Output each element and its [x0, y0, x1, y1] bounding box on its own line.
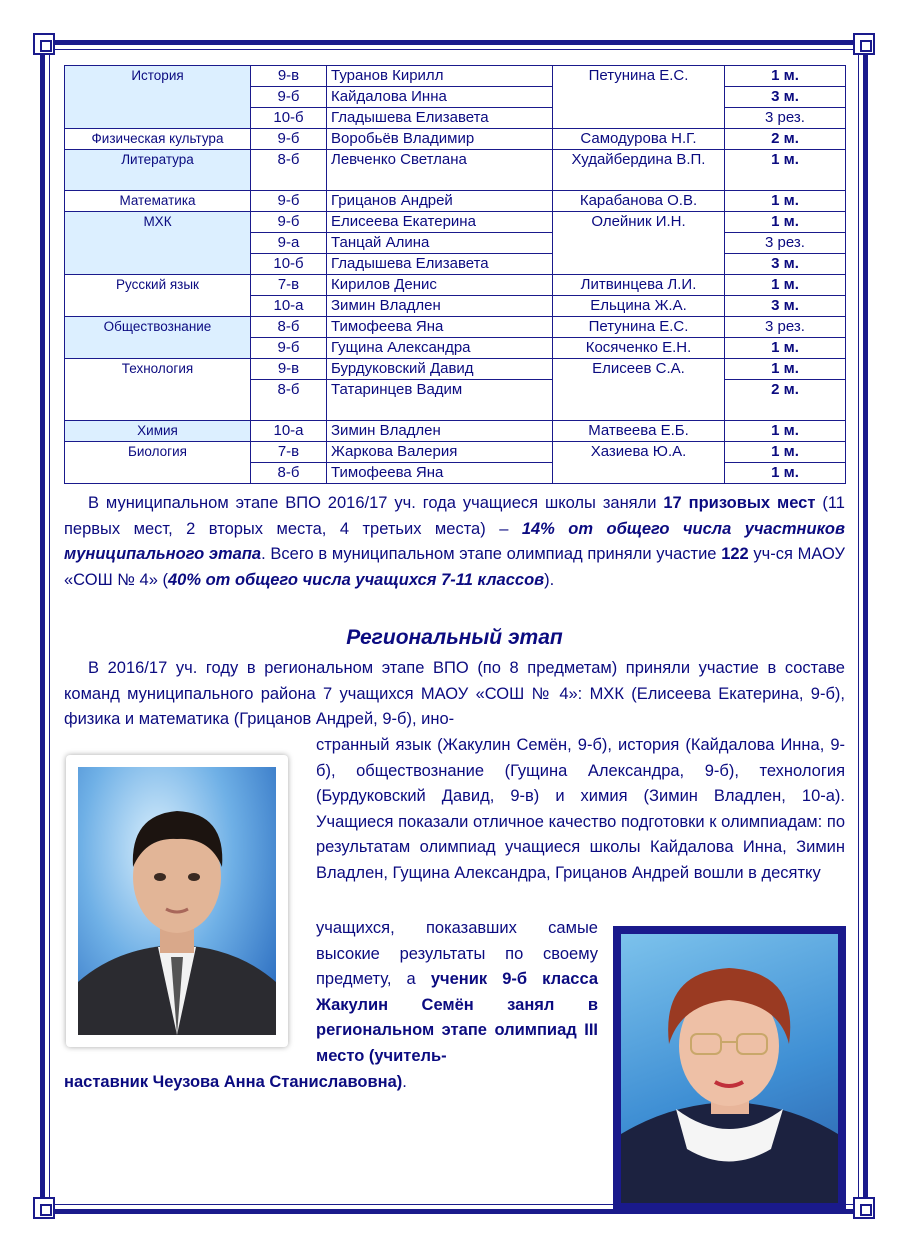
summary-text: (11 первых мест, 2 вторых места, 4 третьих места) – — [64, 494, 845, 538]
section-heading: Региональный этап — [346, 626, 563, 649]
frame-corner-ornament — [33, 1197, 55, 1219]
table-row — [65, 359, 846, 380]
class-cell: 9-а — [251, 233, 327, 254]
student-cell: Гладышева Елизавета — [327, 108, 553, 129]
student-cell: Гущина Александра — [327, 338, 553, 359]
teacher-cell: Ельцина Ж.А. — [553, 296, 725, 317]
result-cell: 1 м. — [725, 359, 846, 380]
regional-intro — [64, 656, 845, 733]
teacher-cell: Олейник И.Н. — [553, 212, 725, 275]
teacher-portrait-icon — [621, 934, 838, 1203]
summary-text: ). — [544, 570, 555, 589]
result-cell: 1 м. — [725, 442, 846, 463]
table-row — [65, 212, 846, 233]
summary-text: уч-ся МАОУ «СОШ № 4» ( — [64, 545, 845, 589]
subject-cell: Химия — [65, 421, 251, 442]
table-row — [65, 129, 846, 150]
class-cell: 9-б — [251, 338, 327, 359]
subject-cell: История — [65, 66, 251, 129]
class-cell: 9-в — [251, 359, 327, 380]
summary-percent-students: 40% от общего числа учащихся 7-11 классов — [168, 570, 545, 589]
student-cell: Кайдалова Инна — [327, 87, 553, 108]
teacher-cell: Самодурова Н.Г. — [553, 129, 725, 150]
table-row — [65, 150, 846, 191]
teacher-cell: Худайбердина В.П. — [553, 150, 725, 191]
student-portrait-icon — [78, 767, 276, 1035]
subject-cell: Технология — [65, 359, 251, 421]
regional-intro-text: В 2016/17 уч. году в региональном этапе ВПО (по 8 предметам) приняли участие в составе команд муниципального района 7 учащихся МАОУ «СОШ № 4»: МХК (Елисеева Екатерина, 9-б), физика и математика (Грицанов Андрей, 9-б), ино- — [64, 659, 845, 728]
summary-text: . Всего в муниципальном этапе олимпиад приняли участие — [261, 545, 722, 563]
student-cell: Бурдуковский Давид — [327, 359, 553, 380]
result-cell: 1 м. — [725, 421, 846, 442]
table-row — [65, 421, 846, 442]
student-cell: Гладышева Елизавета — [327, 254, 553, 275]
class-cell: 7-в — [251, 442, 327, 463]
teacher-cell: Литвинцева Л.И. — [553, 275, 725, 296]
regional-closing — [64, 1070, 604, 1096]
class-cell: 8-б — [251, 463, 327, 484]
student-cell: Татаринцев Вадим — [327, 380, 553, 421]
student-cell: Левченко Светлана — [327, 150, 553, 191]
result-cell: 1 м. — [725, 338, 846, 359]
class-cell: 7-в — [251, 275, 327, 296]
result-cell: 3 м. — [725, 296, 846, 317]
regional-award-text: ученик 9-б класса Жакулин Семён занял в региональном этапе олимпиад III место (учитель- — [316, 970, 598, 1065]
teacher-cell: Косяченко Е.Н. — [553, 338, 725, 359]
class-cell: 9-б — [251, 129, 327, 150]
teacher-cell: Елисеев С.А. — [553, 359, 725, 421]
regional-body — [316, 733, 845, 886]
regional-body-text: странный язык (Жакулин Семён, 9-б), история (Кайдалова Инна, 9-б), обществознание (Гущина Александра, 9-б), технология (Бурдуковский Давид, 9-в) и химия (Зимин Владлен, 10-а). Учащиеся показали отличное качество подготовки к олимпиадам: по результатам олимпиад учащиеся школы Кайдалова Инна, Зимин Владлен, Гущина Александра, Грицанов Андрей вошли в десятку — [316, 736, 845, 882]
class-cell: 9-б — [251, 212, 327, 233]
subject-cell: Математика — [65, 191, 251, 212]
olympiad-results-table — [64, 65, 846, 484]
regional-mentor-text: наставник Чеузова Анна Станиславовна) — [64, 1073, 403, 1091]
teacher-cell: Петунина Е.С. — [553, 66, 725, 129]
subject-cell: МХК — [65, 212, 251, 275]
table-row — [65, 275, 846, 296]
subject-cell: Обществознание — [65, 317, 251, 359]
municipal-summary — [64, 491, 845, 593]
result-cell: 2 м. — [725, 380, 846, 421]
teacher-cell: Петунина Е.С. — [553, 317, 725, 338]
result-cell: 1 м. — [725, 275, 846, 296]
subject-cell: Русский язык — [65, 275, 251, 317]
student-cell: Жаркова Валерия — [327, 442, 553, 463]
summary-prize-count: 17 призовых мест — [663, 494, 816, 512]
student-cell: Танцай Алина — [327, 233, 553, 254]
summary-percent-participants: 14% от общего числа участников муниципального этапа — [64, 519, 845, 563]
class-cell: 9-б — [251, 87, 327, 108]
student-cell: Туранов Кирилл — [327, 66, 553, 87]
frame-corner-ornament — [33, 33, 55, 55]
frame-corner-ornament — [853, 33, 875, 55]
student-cell: Воробьёв Владимир — [327, 129, 553, 150]
frame-corner-ornament — [853, 1197, 875, 1219]
student-cell: Тимофеева Яна — [327, 463, 553, 484]
table-row — [65, 442, 846, 463]
result-cell: 3 рез. — [725, 317, 846, 338]
result-cell: 3 рез. — [725, 108, 846, 129]
result-cell: 3 рез. — [725, 233, 846, 254]
student-cell: Зимин Владлен — [327, 421, 553, 442]
student-cell: Зимин Владлен — [327, 296, 553, 317]
summary-text: В муниципальном этапе ВПО 2016/17 уч. года учащиеся школы заняли — [88, 494, 664, 512]
result-cell: 3 м. — [725, 254, 846, 275]
teacher-cell: Матвеева Е.Б. — [553, 421, 725, 442]
result-cell: 3 м. — [725, 87, 846, 108]
table-row — [65, 66, 846, 87]
student-cell: Тимофеева Яна — [327, 317, 553, 338]
result-cell: 1 м. — [725, 463, 846, 484]
teacher-cell: Хазиева Ю.А. — [553, 442, 725, 484]
teacher-cell: Карабанова О.В. — [553, 191, 725, 212]
student-cell: Елисеева Екатерина — [327, 212, 553, 233]
class-cell: 10-а — [251, 421, 327, 442]
student-cell: Грицанов Андрей — [327, 191, 553, 212]
subject-cell: Физическая культура — [65, 129, 251, 150]
result-cell: 1 м. — [725, 191, 846, 212]
result-cell: 2 м. — [725, 129, 846, 150]
class-cell: 10-б — [251, 254, 327, 275]
result-cell: 1 м. — [725, 212, 846, 233]
regional-closing-text: . — [402, 1073, 407, 1091]
result-cell: 1 м. — [725, 150, 846, 191]
subject-cell: Биология — [65, 442, 251, 484]
table-row — [65, 317, 846, 338]
regional-body-text: учащихся, показавших самые высокие результаты по своему предмету, а — [316, 919, 598, 988]
class-cell: 8-б — [251, 150, 327, 191]
class-cell: 9-б — [251, 191, 327, 212]
class-cell: 10-а — [251, 296, 327, 317]
class-cell: 9-в — [251, 66, 327, 87]
class-cell: 8-б — [251, 317, 327, 338]
class-cell: 10-б — [251, 108, 327, 129]
result-cell: 1 м. — [725, 66, 846, 87]
class-cell: 8-б — [251, 380, 327, 421]
table-row — [65, 191, 846, 212]
student-photo — [66, 755, 288, 1047]
regional-body-narrow — [316, 916, 598, 1069]
student-cell: Кирилов Денис — [327, 275, 553, 296]
teacher-photo — [613, 926, 846, 1211]
subject-cell: Литература — [65, 150, 251, 191]
summary-participant-count: 122 — [721, 545, 749, 563]
